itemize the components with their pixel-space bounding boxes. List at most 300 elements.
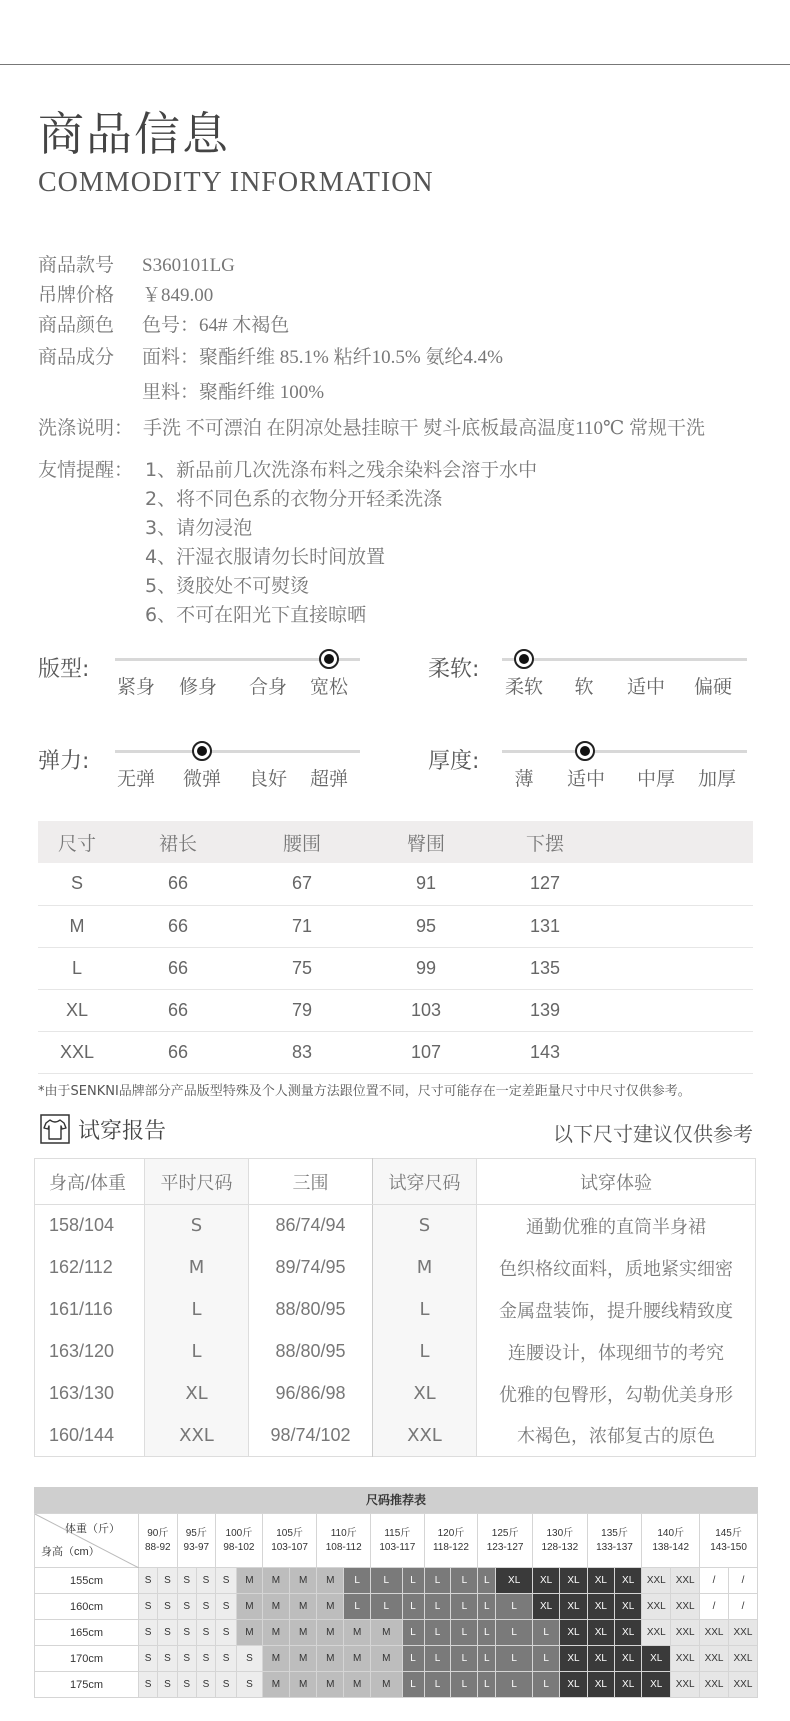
size-cell: [602, 1031, 753, 1073]
fit-option: 宽松: [309, 676, 349, 698]
size-recommend-cell: XL: [642, 1672, 671, 1698]
size-cell: 71: [240, 905, 364, 947]
weight-value: 100斤: [225, 1527, 253, 1539]
size-recommend-cell: XXL: [728, 1672, 757, 1698]
size-recommend-cell: S: [177, 1646, 196, 1672]
report-header-cell: 试穿尺码: [373, 1159, 477, 1205]
info-value: ￥849.00: [142, 285, 214, 306]
size-recommend-cell: XXL: [642, 1594, 671, 1620]
weight-column-header: [371, 1514, 425, 1568]
size-recommend-cell: S: [177, 1620, 196, 1646]
size-recommend-cell: L: [532, 1672, 559, 1698]
thickness-option: 加厚: [697, 768, 737, 790]
size-cell: XL: [38, 989, 116, 1031]
size-recommend-cell: /: [728, 1594, 757, 1620]
size-recommend-cell: L: [478, 1568, 496, 1594]
weight-value: 120斤: [437, 1527, 465, 1539]
size-recommend-cell: M: [317, 1620, 344, 1646]
report-cell: L: [145, 1331, 249, 1373]
size-recommend-cell: L: [344, 1594, 371, 1620]
size-recommend-cell: L: [451, 1646, 478, 1672]
size-recommend-cell: S: [177, 1568, 196, 1594]
size-recommend-cell: XL: [642, 1646, 671, 1672]
size-recommend-cell: XL: [560, 1672, 587, 1698]
size-table-header-cell: 腰围: [240, 821, 364, 863]
size-cell: [602, 905, 753, 947]
size-recommend-cell: M: [290, 1620, 317, 1646]
table-row: [35, 1672, 758, 1698]
size-recommend-cell: M: [262, 1620, 289, 1646]
size-table-header-cell: [602, 821, 753, 863]
report-cell: 色织格纹面料，质地紧实细密: [477, 1247, 756, 1289]
size-recommend-cell: M: [237, 1568, 263, 1594]
size-recommend-cell: L: [496, 1672, 533, 1698]
height-axis-label: 身高（cm）: [41, 1546, 100, 1558]
size-recommend-cell: XXL: [671, 1646, 700, 1672]
size-recommend-cell: M: [290, 1646, 317, 1672]
report-cell: 木褐色，浓郁复古的原色: [477, 1415, 756, 1457]
size-cell: 66: [116, 905, 240, 947]
thickness-scale-knob[interactable]: [575, 741, 595, 761]
size-recommend-cell: XL: [560, 1620, 587, 1646]
info-row-wash: [38, 413, 705, 440]
size-recommend-cell: M: [344, 1672, 371, 1698]
size-recommend-cell: S: [177, 1672, 196, 1698]
size-recommend-cell: XL: [560, 1594, 587, 1620]
report-cell: M: [145, 1247, 249, 1289]
size-recommend-cell: M: [317, 1672, 344, 1698]
weight-range: 143-150: [710, 1541, 747, 1553]
weight-range: 88-92: [144, 1541, 171, 1553]
report-header-cell: 试穿体验: [477, 1159, 756, 1205]
weight-range: 103-117: [379, 1541, 416, 1553]
size-recommend-cell: XXL: [671, 1672, 700, 1698]
report-cell: L: [373, 1289, 477, 1331]
report-cell: 160/144: [49, 1424, 115, 1445]
info-row-fabric: [38, 342, 503, 369]
report-cell: 88/80/95: [249, 1331, 373, 1373]
size-recommend-cell: XL: [614, 1594, 641, 1620]
report-cell: XXL: [145, 1415, 249, 1457]
size-cell: 66: [116, 989, 240, 1031]
height-cell: 165cm: [35, 1620, 139, 1646]
size-table-header-cell: 尺寸: [38, 821, 116, 863]
fit-option: 紧身: [116, 676, 156, 698]
size-recommend-cell: XL: [587, 1568, 614, 1594]
report-cell: 163/120: [49, 1341, 115, 1361]
size-cell: 135: [488, 947, 602, 989]
size-recommend-cell: L: [532, 1620, 559, 1646]
fit-option: 合身: [248, 676, 288, 698]
size-cell: 107: [364, 1031, 488, 1073]
weight-column-header: [216, 1514, 263, 1568]
size-recommend-cell: L: [402, 1568, 424, 1594]
stretch-option: 微弹: [182, 768, 222, 790]
size-recommend-cell: M: [290, 1594, 317, 1620]
size-cell: 66: [116, 863, 240, 905]
size-recommend-cell: S: [237, 1646, 263, 1672]
tip-item: 5、烫胶处不可熨烫: [145, 575, 310, 597]
table-row: [35, 1373, 756, 1415]
size-cell: [602, 989, 753, 1031]
size-table-header-cell: 臀围: [364, 821, 488, 863]
info-row-color: [38, 310, 289, 337]
info-value: 手洗 不可漂泊 在阴凉处悬挂晾干 熨斗底板最高温度110℃ 常规干洗: [143, 418, 706, 439]
size-recommend-cell: L: [424, 1594, 451, 1620]
table-row: [35, 1289, 756, 1331]
stretch-scale-knob[interactable]: [192, 741, 212, 761]
size-cell: 131: [488, 905, 602, 947]
size-table: [38, 821, 753, 1074]
stretch-scale-label: 弹力:: [38, 749, 90, 774]
weight-range: 98-102: [223, 1541, 255, 1553]
size-recommend-cell: S: [139, 1620, 158, 1646]
tip-item: 2、将不同色系的衣物分开轻柔洗涤: [145, 488, 443, 510]
size-recommend-cell: XL: [496, 1568, 533, 1594]
size-recommend-cell: XL: [614, 1672, 641, 1698]
report-cell: 161/116: [49, 1299, 113, 1319]
size-recommend-cell: L: [496, 1594, 533, 1620]
size-recommend-cell: L: [371, 1594, 402, 1620]
report-cell: 连腰设计，体现细节的考究: [477, 1331, 756, 1373]
size-recommend-cell: L: [451, 1568, 478, 1594]
report-cell: 98/74/102: [249, 1415, 373, 1457]
top-divider: [0, 64, 790, 65]
size-recommend-cell: S: [158, 1594, 177, 1620]
weight-range: 93-97: [183, 1541, 210, 1553]
report-cell: 金属盘装饰，提升腰线精致度: [477, 1289, 756, 1331]
size-cell: 127: [488, 863, 602, 905]
info-row-price: [38, 280, 213, 307]
report-header-cell: 平时尺码: [145, 1159, 249, 1205]
weight-value: 110斤: [330, 1527, 357, 1539]
size-recommend-cell: XXL: [671, 1620, 700, 1646]
report-cell: 158/104: [49, 1215, 115, 1236]
size-recommend-cell: M: [262, 1646, 289, 1672]
weight-range: 128-132: [541, 1541, 579, 1553]
size-recommend-cell: S: [177, 1594, 196, 1620]
size-recommend-cell: M: [290, 1568, 317, 1594]
info-row-style-no: [38, 250, 235, 277]
table-row: [35, 1205, 756, 1247]
size-table-header-cell: 裙长: [116, 821, 240, 863]
size-recommend-cell: S: [139, 1568, 158, 1594]
size-recommend-cell: M: [262, 1672, 289, 1698]
report-cell: 89/74/95: [249, 1247, 373, 1289]
size-recommend-cell: XL: [587, 1672, 614, 1698]
report-cell: 通勤优雅的直筒半身裙: [477, 1205, 756, 1247]
size-recommend-cell: S: [139, 1646, 158, 1672]
size-recommend-cell: S: [158, 1646, 177, 1672]
size-cell: 139: [488, 989, 602, 1031]
size-recommend-cell: L: [496, 1620, 533, 1646]
report-cell: M: [373, 1247, 477, 1289]
size-recommend-cell: M: [290, 1672, 317, 1698]
table-row: [35, 1646, 758, 1672]
size-recommend-cell: M: [371, 1620, 402, 1646]
size-recommend-cell: S: [139, 1594, 158, 1620]
weight-value: 130斤: [546, 1527, 574, 1539]
softness-scale-label: 柔软:: [428, 657, 480, 682]
table-row: [38, 905, 753, 947]
size-recommend-cell: L: [478, 1620, 496, 1646]
report-cell: XL: [373, 1373, 477, 1415]
size-recommend-cell: XL: [614, 1646, 641, 1672]
report-header-cell: 三围: [249, 1159, 373, 1205]
fit-scale-label: 版型:: [38, 657, 90, 682]
size-recommend-cell: L: [402, 1594, 424, 1620]
weight-range: 108-112: [325, 1541, 362, 1553]
weight-column-header: [700, 1514, 758, 1568]
report-cell: 优雅的包臀形，勾勒优美身形: [477, 1373, 756, 1415]
report-cell: XXL: [373, 1415, 477, 1457]
size-recommend-cell: L: [451, 1594, 478, 1620]
table-row: [38, 863, 753, 905]
size-recommend-cell: L: [496, 1646, 533, 1672]
weight-column-header: [424, 1514, 478, 1568]
size-recommend-cell: L: [371, 1568, 402, 1594]
softness-option: 软: [574, 676, 594, 698]
size-cell: 95: [364, 905, 488, 947]
size-recommend-cell: XXL: [700, 1620, 729, 1646]
report-cell: 86/74/94: [249, 1205, 373, 1247]
weight-range: 118-122: [432, 1541, 469, 1553]
info-label: 商品颜色: [38, 314, 115, 336]
size-recommend-cell: L: [424, 1672, 451, 1698]
size-recommend-cell: XL: [587, 1646, 614, 1672]
recommend-corner: [35, 1514, 139, 1568]
weight-range: 133-137: [596, 1541, 633, 1553]
info-label: 商品成分: [38, 346, 115, 368]
size-recommend-cell: L: [402, 1672, 424, 1698]
softness-scale-knob[interactable]: [514, 649, 534, 669]
size-recommend-cell: XL: [560, 1646, 587, 1672]
table-row: [35, 1247, 756, 1289]
size-recommend-cell: L: [344, 1568, 371, 1594]
thickness-scale-track: [502, 750, 747, 753]
size-recommend-cell: S: [196, 1594, 215, 1620]
size-cell: L: [38, 947, 116, 989]
size-recommend-cell: XXL: [642, 1568, 671, 1594]
softness-scale-track: [502, 658, 747, 661]
size-recommend-cell: XXL: [642, 1620, 671, 1646]
report-cell: 96/86/98: [249, 1373, 373, 1415]
size-recommend-cell: S: [158, 1620, 177, 1646]
report-cell: S: [145, 1205, 249, 1247]
fit-scale-knob[interactable]: [319, 649, 339, 669]
weight-value: 145斤: [715, 1527, 742, 1539]
size-recommend-cell: /: [700, 1568, 729, 1594]
report-cell: L: [373, 1331, 477, 1373]
report-header: [38, 1112, 753, 1144]
weight-range: 123-127: [486, 1541, 524, 1553]
size-recommend-cell: XXL: [671, 1594, 700, 1620]
info-value: 面料：聚酯纤维 85.1% 粘纤10.5% 氨纶4.4%: [142, 347, 503, 368]
weight-range: 138-142: [652, 1541, 690, 1553]
size-recommend-cell: XXL: [671, 1568, 700, 1594]
page-subtitle: COMMODITY INFORMATION: [38, 167, 434, 198]
report-header-cell: 身高/体重: [35, 1159, 145, 1205]
weight-value: 115斤: [384, 1527, 411, 1539]
size-disclaimer: *由于SENKNI品牌部分产品版型特殊及个人测量方法跟位置不同，尺寸可能存在一定差距量尺寸中尺寸仅供参考。: [38, 1084, 691, 1099]
recommend-header-row: [35, 1514, 758, 1568]
info-value: S360101LG: [142, 255, 235, 276]
weight-value: 135斤: [601, 1527, 628, 1539]
size-recommend-cell: L: [451, 1672, 478, 1698]
report-subtitle: 以下尺寸建议仅供参考: [553, 1122, 753, 1146]
stretch-option: 超弹: [309, 768, 349, 790]
size-recommend-cell: XXL: [700, 1646, 729, 1672]
size-recommend-cell: /: [728, 1568, 757, 1594]
size-recommend-cell: XL: [532, 1568, 559, 1594]
weight-value: 95斤: [185, 1527, 207, 1539]
weight-column-header: [642, 1514, 700, 1568]
size-recommend-cell: XL: [614, 1620, 641, 1646]
size-recommend-cell: M: [317, 1594, 344, 1620]
weight-column-header: [177, 1514, 216, 1568]
thickness-option: 适中: [566, 768, 606, 790]
size-recommend-cell: L: [532, 1646, 559, 1672]
softness-option: 柔软: [504, 676, 544, 698]
size-recommend-cell: XL: [560, 1568, 587, 1594]
size-recommend-cell: L: [402, 1646, 424, 1672]
size-cell: 66: [116, 1031, 240, 1073]
size-recommend-cell: M: [237, 1620, 263, 1646]
size-recommend-cell: M: [262, 1594, 289, 1620]
tips-label: 友情提醒：: [38, 459, 134, 481]
try-on-report-table: [34, 1158, 756, 1457]
size-recommend-cell: XL: [614, 1568, 641, 1594]
thickness-option: 薄: [514, 768, 534, 790]
tip-item: 6、不可在阳光下直接晾晒: [145, 604, 367, 626]
tip-item: 4、汗湿衣服请勿长时间放置: [145, 546, 386, 568]
size-recommend-cell: S: [158, 1672, 177, 1698]
size-cell: 75: [240, 947, 364, 989]
weight-range: 103-107: [271, 1541, 308, 1553]
size-cell: XXL: [38, 1031, 116, 1073]
info-label: 吊牌价格: [38, 284, 115, 306]
size-cell: 83: [240, 1031, 364, 1073]
info-value: 色号：64# 木褐色: [142, 315, 290, 336]
recommend-table: [34, 1513, 758, 1698]
info-row-lining: [38, 377, 324, 404]
size-recommend-cell: M: [371, 1646, 402, 1672]
size-table-header: [38, 821, 753, 863]
size-cell: M: [38, 905, 116, 947]
size-recommend-cell: S: [216, 1594, 237, 1620]
report-cell: S: [373, 1205, 477, 1247]
size-recommend-cell: /: [700, 1594, 729, 1620]
report-cell: 88/80/95: [249, 1289, 373, 1331]
softness-option: 偏硬: [693, 676, 733, 698]
size-recommend-cell: S: [216, 1568, 237, 1594]
weight-column-header: [532, 1514, 587, 1568]
table-row: [35, 1620, 758, 1646]
size-recommend-cell: S: [216, 1620, 237, 1646]
size-recommend-cell: M: [317, 1646, 344, 1672]
size-recommend-cell: S: [196, 1672, 215, 1698]
weight-column-header: [262, 1514, 317, 1568]
size-recommend-cell: M: [317, 1568, 344, 1594]
thickness-option: 中厚: [636, 768, 676, 790]
weight-column-header: [139, 1514, 178, 1568]
size-cell: 91: [364, 863, 488, 905]
size-recommend-cell: M: [344, 1620, 371, 1646]
weight-value: 125斤: [491, 1527, 519, 1539]
table-row: [35, 1594, 758, 1620]
weight-value: 90斤: [147, 1527, 169, 1539]
weight-column-header: [587, 1514, 642, 1568]
size-recommend-cell: S: [216, 1672, 237, 1698]
size-recommend-cell: S: [237, 1672, 263, 1698]
size-cell: 67: [240, 863, 364, 905]
size-recommend-cell: XXL: [728, 1620, 757, 1646]
size-recommend-cell: S: [196, 1646, 215, 1672]
size-recommend-cell: S: [216, 1646, 237, 1672]
fit-option: 修身: [178, 676, 218, 698]
size-cell: 143: [488, 1031, 602, 1073]
stretch-scale-track: [115, 750, 360, 753]
size-recommend-cell: L: [424, 1646, 451, 1672]
size-table-header-cell: 下摆: [488, 821, 602, 863]
size-recommendation: [34, 1487, 758, 1698]
height-cell: 175cm: [35, 1672, 139, 1698]
size-recommend-cell: M: [237, 1594, 263, 1620]
size-cell: 66: [116, 947, 240, 989]
size-recommend-cell: XL: [587, 1620, 614, 1646]
tip-item: 3、请勿浸泡: [145, 517, 253, 539]
recommend-body: [35, 1568, 758, 1698]
size-recommend-cell: XL: [532, 1594, 559, 1620]
size-recommend-cell: S: [158, 1568, 177, 1594]
size-cell: S: [38, 863, 116, 905]
height-cell: 160cm: [35, 1594, 139, 1620]
size-recommend-cell: L: [424, 1568, 451, 1594]
weight-column-header: [478, 1514, 533, 1568]
size-recommend-cell: M: [344, 1646, 371, 1672]
size-cell: 99: [364, 947, 488, 989]
size-recommend-cell: L: [424, 1620, 451, 1646]
info-label: 洗涤说明：: [38, 417, 134, 439]
softness-option: 适中: [626, 676, 666, 698]
report-header-row: [35, 1159, 756, 1205]
weight-column-header: [317, 1514, 371, 1568]
size-recommend-cell: XL: [587, 1594, 614, 1620]
info-value: 里料：聚酯纤维 100%: [142, 382, 325, 403]
tip-item: 1、新品前几次洗涤布料之残余染料会溶于水中: [145, 459, 538, 481]
weight-axis-label: 体重（斤）: [65, 1523, 120, 1535]
stretch-option: 无弹: [116, 768, 156, 790]
size-recommend-cell: L: [402, 1620, 424, 1646]
size-cell: [602, 863, 753, 905]
table-row: [38, 947, 753, 989]
shirt-icon: [40, 1114, 70, 1144]
size-recommend-cell: L: [478, 1646, 496, 1672]
table-row: [38, 989, 753, 1031]
size-recommend-cell: S: [196, 1620, 215, 1646]
size-recommend-cell: S: [139, 1672, 158, 1698]
table-row: [35, 1568, 758, 1594]
stretch-option: 良好: [248, 768, 288, 790]
size-cell: [602, 947, 753, 989]
size-cell: 79: [240, 989, 364, 1031]
height-cell: 155cm: [35, 1568, 139, 1594]
weight-value: 140斤: [657, 1527, 685, 1539]
report-cell: L: [145, 1289, 249, 1331]
size-recommend-cell: M: [371, 1672, 402, 1698]
size-cell: 103: [364, 989, 488, 1031]
height-cell: 170cm: [35, 1646, 139, 1672]
